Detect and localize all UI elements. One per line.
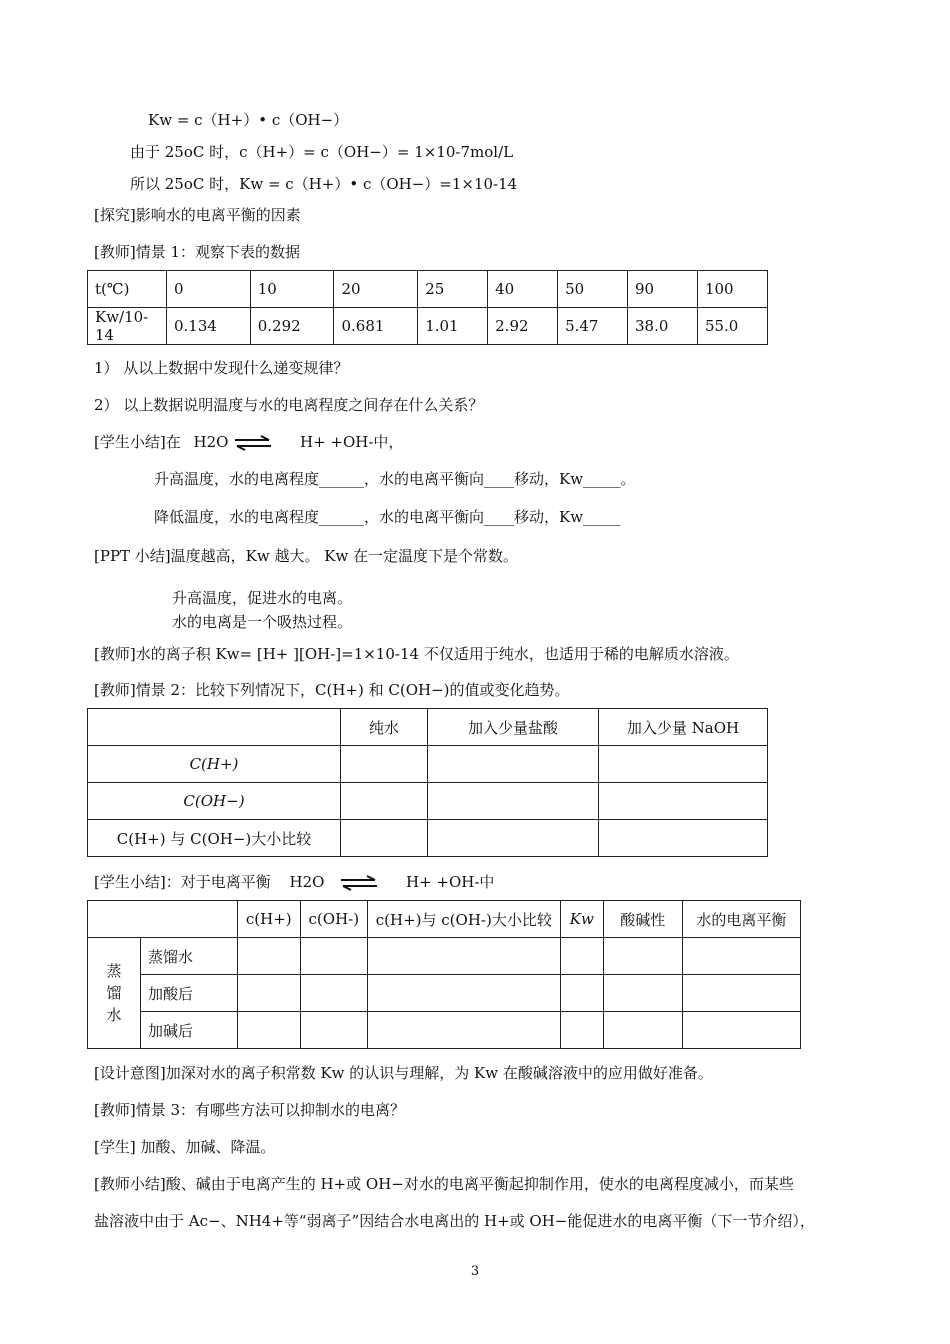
distilled-header: Kw xyxy=(560,901,603,938)
kw-at-25-concentration: 由于 25oC 时，c（H+）= c（OH−）= 1×10-7mol/L xyxy=(130,143,514,161)
distilled-header: c(H+) xyxy=(237,901,300,938)
temperature-cell: 50 xyxy=(558,271,628,308)
comparison-row-label: C(OH−) xyxy=(88,783,341,820)
distilled-cell[interactable] xyxy=(300,1012,367,1049)
distilled-row-label: 加碱后 xyxy=(141,1012,238,1049)
student-summary-2 xyxy=(94,872,494,892)
temperature-cell: 90 xyxy=(628,271,698,308)
comparison-header-blank xyxy=(88,709,341,746)
distilled-cell[interactable] xyxy=(237,1012,300,1049)
kw-cell: 0.134 xyxy=(167,308,251,345)
distilled-header: 水的电离平衡 xyxy=(682,901,800,938)
temperature-cell: 0 xyxy=(167,271,251,308)
equilibrium-arrows-icon xyxy=(233,435,273,451)
distilled-cell[interactable] xyxy=(682,938,800,975)
teacher-summary-line-1: [教师小结]酸、碱由于电离产生的 H+或 OH−对水的电离平衡起抑制作用，使水的电离程度减小，而某些 xyxy=(94,1175,794,1193)
comparison-header: 加入少量 NaOH xyxy=(599,709,768,746)
distilled-cell[interactable] xyxy=(603,975,682,1012)
teacher-kw-note: [教师]水的离子积 Kw= [H+ ][OH-]=1×10-14 不仅适用于纯水，也适用于稀的电解质水溶液。 xyxy=(94,645,739,663)
kw-row xyxy=(88,308,768,345)
temperature-label: t(℃) xyxy=(88,271,167,308)
distilled-cell[interactable] xyxy=(560,938,603,975)
lower-temperature-blanks: 降低温度，水的电离程度______，水的电离平衡向____移动，Kw_____ xyxy=(154,508,621,526)
distilled-row-label: 加酸后 xyxy=(141,975,238,1012)
distilled-cell[interactable] xyxy=(237,975,300,1012)
comparison-cell[interactable] xyxy=(599,746,768,783)
distilled-header-blank xyxy=(88,901,238,938)
comparison-cell[interactable] xyxy=(428,820,599,857)
ion-products: H+ +OH-中， xyxy=(299,433,404,451)
student-summary-2-prefix: [学生小结]：对于电离平衡 xyxy=(94,873,271,891)
ion-products: H+ +OH-中 xyxy=(405,873,495,891)
scene-2-heading: [教师]情景 2：比较下列情况下，C(H+) 和 C(OH−)的值或变化趋势。 xyxy=(94,681,570,699)
distilled-row xyxy=(88,1012,801,1049)
equilibrium-arrows-icon xyxy=(339,875,379,891)
raise-temperature-blanks: 升高温度，水的电离程度______，水的电离平衡向____移动，Kw_____。 xyxy=(154,470,636,488)
comparison-table xyxy=(87,708,768,857)
kw-cell: 5.47 xyxy=(558,308,628,345)
student-summary-1 xyxy=(94,432,403,452)
temperature-cell: 20 xyxy=(334,271,418,308)
comparison-cell[interactable] xyxy=(341,746,428,783)
distilled-water-table xyxy=(87,900,801,1049)
student-summary-1-prefix: [学生小结]在 xyxy=(94,433,181,451)
design-intent: [设计意图]加深对水的离子积常数 Kw 的认识与理解，为 Kw 在酸碱溶液中的应用做好准备。 xyxy=(94,1064,713,1082)
comparison-row-label: C(H+) xyxy=(88,746,341,783)
distilled-row xyxy=(88,938,801,975)
teacher-summary-line-2: 盐溶液中由于 Ac−、NH4+等“弱离子”因结合水电离出的 H+或 OH−能促进水的电离平衡（下一节介绍）， xyxy=(94,1212,815,1230)
distilled-header: 酸碱性 xyxy=(603,901,682,938)
distilled-header: c(OH-) xyxy=(300,901,367,938)
student-answer: [学生] 加酸、加碱、降温。 xyxy=(94,1138,276,1156)
comparison-header: 加入少量盐酸 xyxy=(428,709,599,746)
temperature-cell: 10 xyxy=(250,271,334,308)
kw-cell: 1.01 xyxy=(418,308,488,345)
distilled-header: c(H+)与 c(OH-)大小比较 xyxy=(367,901,560,938)
explore-heading: [探究]影响水的电离平衡的因素 xyxy=(94,206,301,224)
kw-temperature-table xyxy=(87,270,768,345)
distilled-cell[interactable] xyxy=(300,975,367,1012)
page-number: 3 xyxy=(470,1264,480,1279)
distilled-group-label: 蒸馏水 xyxy=(88,938,141,1049)
distilled-cell[interactable] xyxy=(560,1012,603,1049)
comparison-cell[interactable] xyxy=(599,820,768,857)
kw-cell: 0.681 xyxy=(334,308,418,345)
distilled-cell[interactable] xyxy=(603,1012,682,1049)
question-2: 2） 以上数据说明温度与水的电离程度之间存在什么关系？ xyxy=(94,396,484,414)
distilled-cell[interactable] xyxy=(367,938,560,975)
distilled-cell[interactable] xyxy=(237,938,300,975)
distilled-row-label: 蒸馏水 xyxy=(141,938,238,975)
temperature-row xyxy=(88,271,768,308)
distilled-header-row xyxy=(88,901,801,938)
comparison-cell[interactable] xyxy=(341,783,428,820)
comparison-row xyxy=(88,746,768,783)
distilled-row xyxy=(88,975,801,1012)
promote-ionization: 升高温度，促进水的电离。 xyxy=(172,589,353,607)
distilled-cell[interactable] xyxy=(300,938,367,975)
distilled-cell[interactable] xyxy=(603,938,682,975)
kw-cell: 38.0 xyxy=(628,308,698,345)
comparison-cell[interactable] xyxy=(599,783,768,820)
kw-at-25-value: 所以 25oC 时，Kw = c（H+）• c（OH−）=1×10-14 xyxy=(130,175,518,193)
comparison-cell[interactable] xyxy=(428,783,599,820)
water-formula: H2O xyxy=(193,433,229,451)
comparison-cell[interactable] xyxy=(341,820,428,857)
kw-cell: 2.92 xyxy=(488,308,558,345)
comparison-cell[interactable] xyxy=(428,746,599,783)
temperature-cell: 100 xyxy=(697,271,767,308)
comparison-row xyxy=(88,783,768,820)
scene-1-heading: [教师]情景 1：观察下表的数据 xyxy=(94,243,301,261)
comparison-row xyxy=(88,820,768,857)
kw-cell: 0.292 xyxy=(250,308,334,345)
temperature-cell: 40 xyxy=(488,271,558,308)
question-1: 1） 从以上数据中发现什么递变规律？ xyxy=(94,359,349,377)
distilled-cell[interactable] xyxy=(682,1012,800,1049)
distilled-cell[interactable] xyxy=(560,975,603,1012)
comparison-header-row xyxy=(88,709,768,746)
kw-definition: Kw = c（H+）• c（OH−） xyxy=(148,111,349,129)
endothermic-note: 水的电离是一个吸热过程。 xyxy=(172,613,353,631)
comparison-header: 纯水 xyxy=(341,709,428,746)
comparison-row-label: C(H+) 与 C(OH−)大小比较 xyxy=(88,820,341,857)
distilled-cell[interactable] xyxy=(682,975,800,1012)
ppt-summary: [PPT 小结]温度越高，Kw 越大。 Kw 在一定温度下是个常数。 xyxy=(94,547,519,565)
temperature-cell: 25 xyxy=(418,271,488,308)
kw-cell: 55.0 xyxy=(697,308,767,345)
water-formula: H2O xyxy=(289,873,325,891)
kw-label: Kw/10-14 xyxy=(88,308,167,345)
distilled-cell[interactable] xyxy=(367,1012,560,1049)
scene-3-heading: [教师]情景 3：有哪些方法可以抑制水的电离？ xyxy=(94,1101,406,1119)
distilled-cell[interactable] xyxy=(367,975,560,1012)
